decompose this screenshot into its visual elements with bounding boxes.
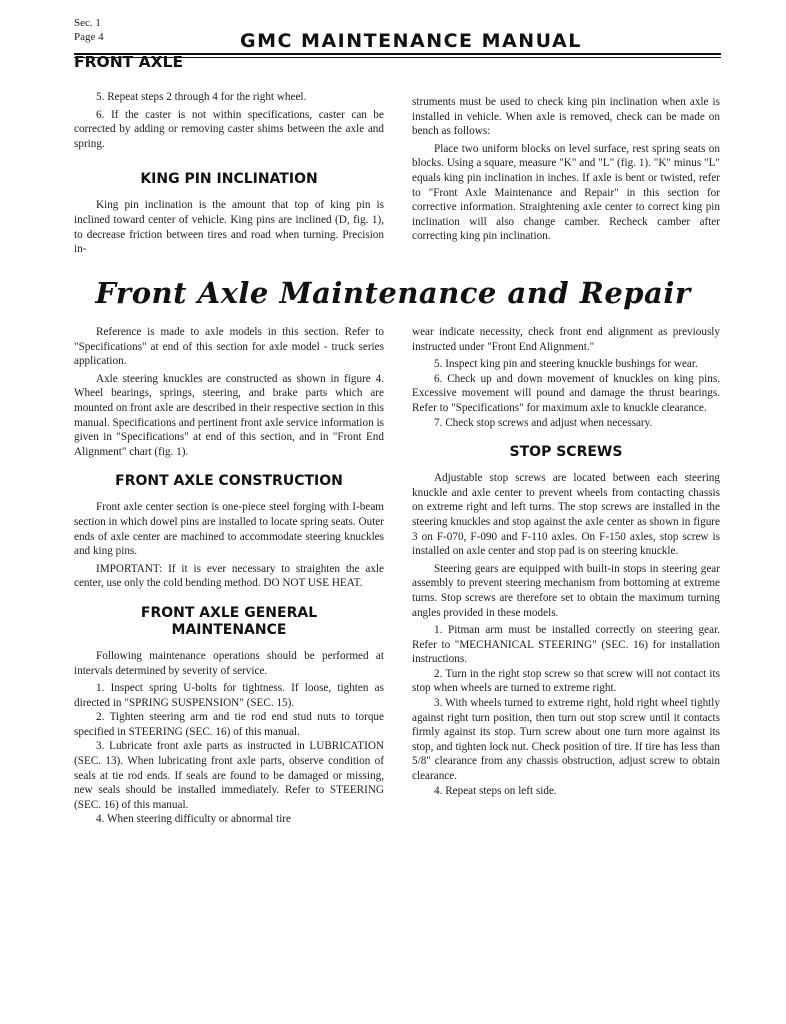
heading-front-axle-construction: FRONT AXLE CONSTRUCTION (115, 473, 343, 490)
right-column (412, 325, 720, 798)
list-item: 7. Check stop screws and adjust when necessary. (434, 416, 653, 429)
list-item: 6. Check up and down movement of knuckles on king pins. Excessive movement will pound and damage the thrust bearings. Refer to "Specifications" for maximum axle to knuckle clearance. (412, 372, 720, 414)
page-number: Page 4 (74, 31, 104, 43)
section-title: FRONT AXLE (74, 53, 184, 71)
paragraph: 5. Repeat steps 2 through 4 for the right wheel. (96, 91, 307, 103)
paragraph: Place two uniform blocks on level surface, rest spring seats on blocks. Using a square, measure "K" and "L" (fig. 1). "K" minus "L" equals king pin inclination in inches. If axle is bent or twisted, refer to "Front Axle Maintenance and Repair" in this section for corrective information. Straightening axle center to correct king pin inclination will also change camber. Recheck camber after correcting king pin inclination. (412, 142, 720, 243)
left-column (74, 325, 384, 827)
list-item: 3. With wheels turned to extreme right, hold right wheel tightly against right turn position, then turn out stop screw until it contacts firmly against its stop. Turn screw about one turn more against its stop, and tighten lock nut. Check position of tire. If tire has less than 5/8" clearance from any chassis obstruction, adjust screw to obtain clearance. (412, 697, 720, 783)
paragraph: wear indicate necessity, check front end alignment as previously instructed under "Front End Alignment." (412, 326, 720, 353)
paragraph: IMPORTANT: If it is ever necessary to straighten the axle center, use only the cold bending method. DO NOT USE HEAT. (74, 562, 384, 590)
paragraph: struments must be used to check king pin inclination when axle is installed in vehicle. When axle is removed, check can be made on bench as follows: (412, 96, 720, 138)
paragraph: Adjustable stop screws are located between each steering knuckle and axle center to prevent wheels from contacting chassis on extreme right and left turns. The stop screws are installed in the steering knuckles and stop against the axle center as shown in figure 3 on F-070, F-090 and F-110 axles. On F-150 axles, stop screw is installed on axle center and stop pad is on steering knuckle. (412, 472, 720, 558)
paragraph: Axle steering knuckles are constructed as shown in figure 4. Wheel bearings, springs, steering, and brake parts which are mounted on front axle are described in their respective section in this manual. Specifications and pertinent front axle service information is given in "Specifications" at end of this section, and in "Front End Alignment" chart (fig. 1). (74, 372, 384, 458)
top-left-column (74, 90, 384, 260)
list-item: 2. Turn in the right stop screw so that screw will not contact its stop when wheels are turned to extreme right. (412, 667, 720, 695)
paragraph: Front axle center section is one-piece steel forging with I-beam section in which dowel pins are installed to locate spring seats. Outer ends of axle center are machined to accommodate steering knuckles and king pins. (74, 501, 384, 558)
paragraph: King pin inclination is the amount that top of king pin is inclined toward center of vehicle. King pins are inclined (D, fig. 1), to decrease friction between tires and road when turning. Precision in- (74, 199, 384, 256)
heading-king-pin-inclination: KING PIN INCLINATION (140, 171, 318, 188)
list-item: 5. Inspect king pin and steering knuckle bushings for wear. (434, 358, 698, 371)
heading-front-axle-general-maintenance: FRONT AXLE GENERAL MAINTENANCE (140, 604, 318, 638)
list-item: 4. When steering difficulty or abnormal tire (96, 813, 291, 826)
section-number: Sec. 1 (74, 17, 101, 29)
list-item: 2. Tighten steering arm and tie rod end stud nuts to torque specified in STEERING (SEC. 16) of this manual. (74, 711, 384, 738)
paragraph: Steering gears are equipped with built-in stops in steering gear assembly to prevent steering mechanism from bottoming at extreme turns. Stop screws are therefore set to obtain the maximum turning angles provided in these models. (412, 562, 720, 619)
list-item: 3. Lubricate front axle parts as instructed in LUBRICATION (SEC. 13). When lubricating front axle parts, observe condition of seals at tie rod ends. If seals are found to be damaged or missing, new seals should be installed immediately. Refer to STEERING (SEC. 16) of this manual. (74, 740, 384, 811)
script-title: Front Axle Maintenance and Repair (95, 276, 691, 310)
top-right-column (412, 95, 720, 247)
list-item: 4. Repeat steps on left side. (434, 784, 557, 797)
list-item: 1. Pitman arm must be installed correctly on steering gear. Refer to "MECHANICAL STEERING" (SEC. 16) for installation instructions. (412, 624, 720, 666)
list-item: 1. Inspect spring U-bolts for tightness. If loose, tighten as directed in "SPRING SUSPENSION" (SEC. 15). (74, 682, 384, 709)
paragraph: 6. If the caster is not within specifications, caster can be corrected by adding or removing caster shims between the axle and spring. (74, 108, 384, 150)
paragraph: Following maintenance operations should be performed at intervals determined by severity of service. (74, 649, 384, 677)
manual-title: GMC MAINTENANCE MANUAL (240, 30, 582, 52)
paragraph: Reference is made to axle models in this section. Refer to "Specifications" at end of this section for axle model - truck series application. (74, 326, 384, 368)
heading-stop-screws: STOP SCREWS (509, 444, 623, 461)
